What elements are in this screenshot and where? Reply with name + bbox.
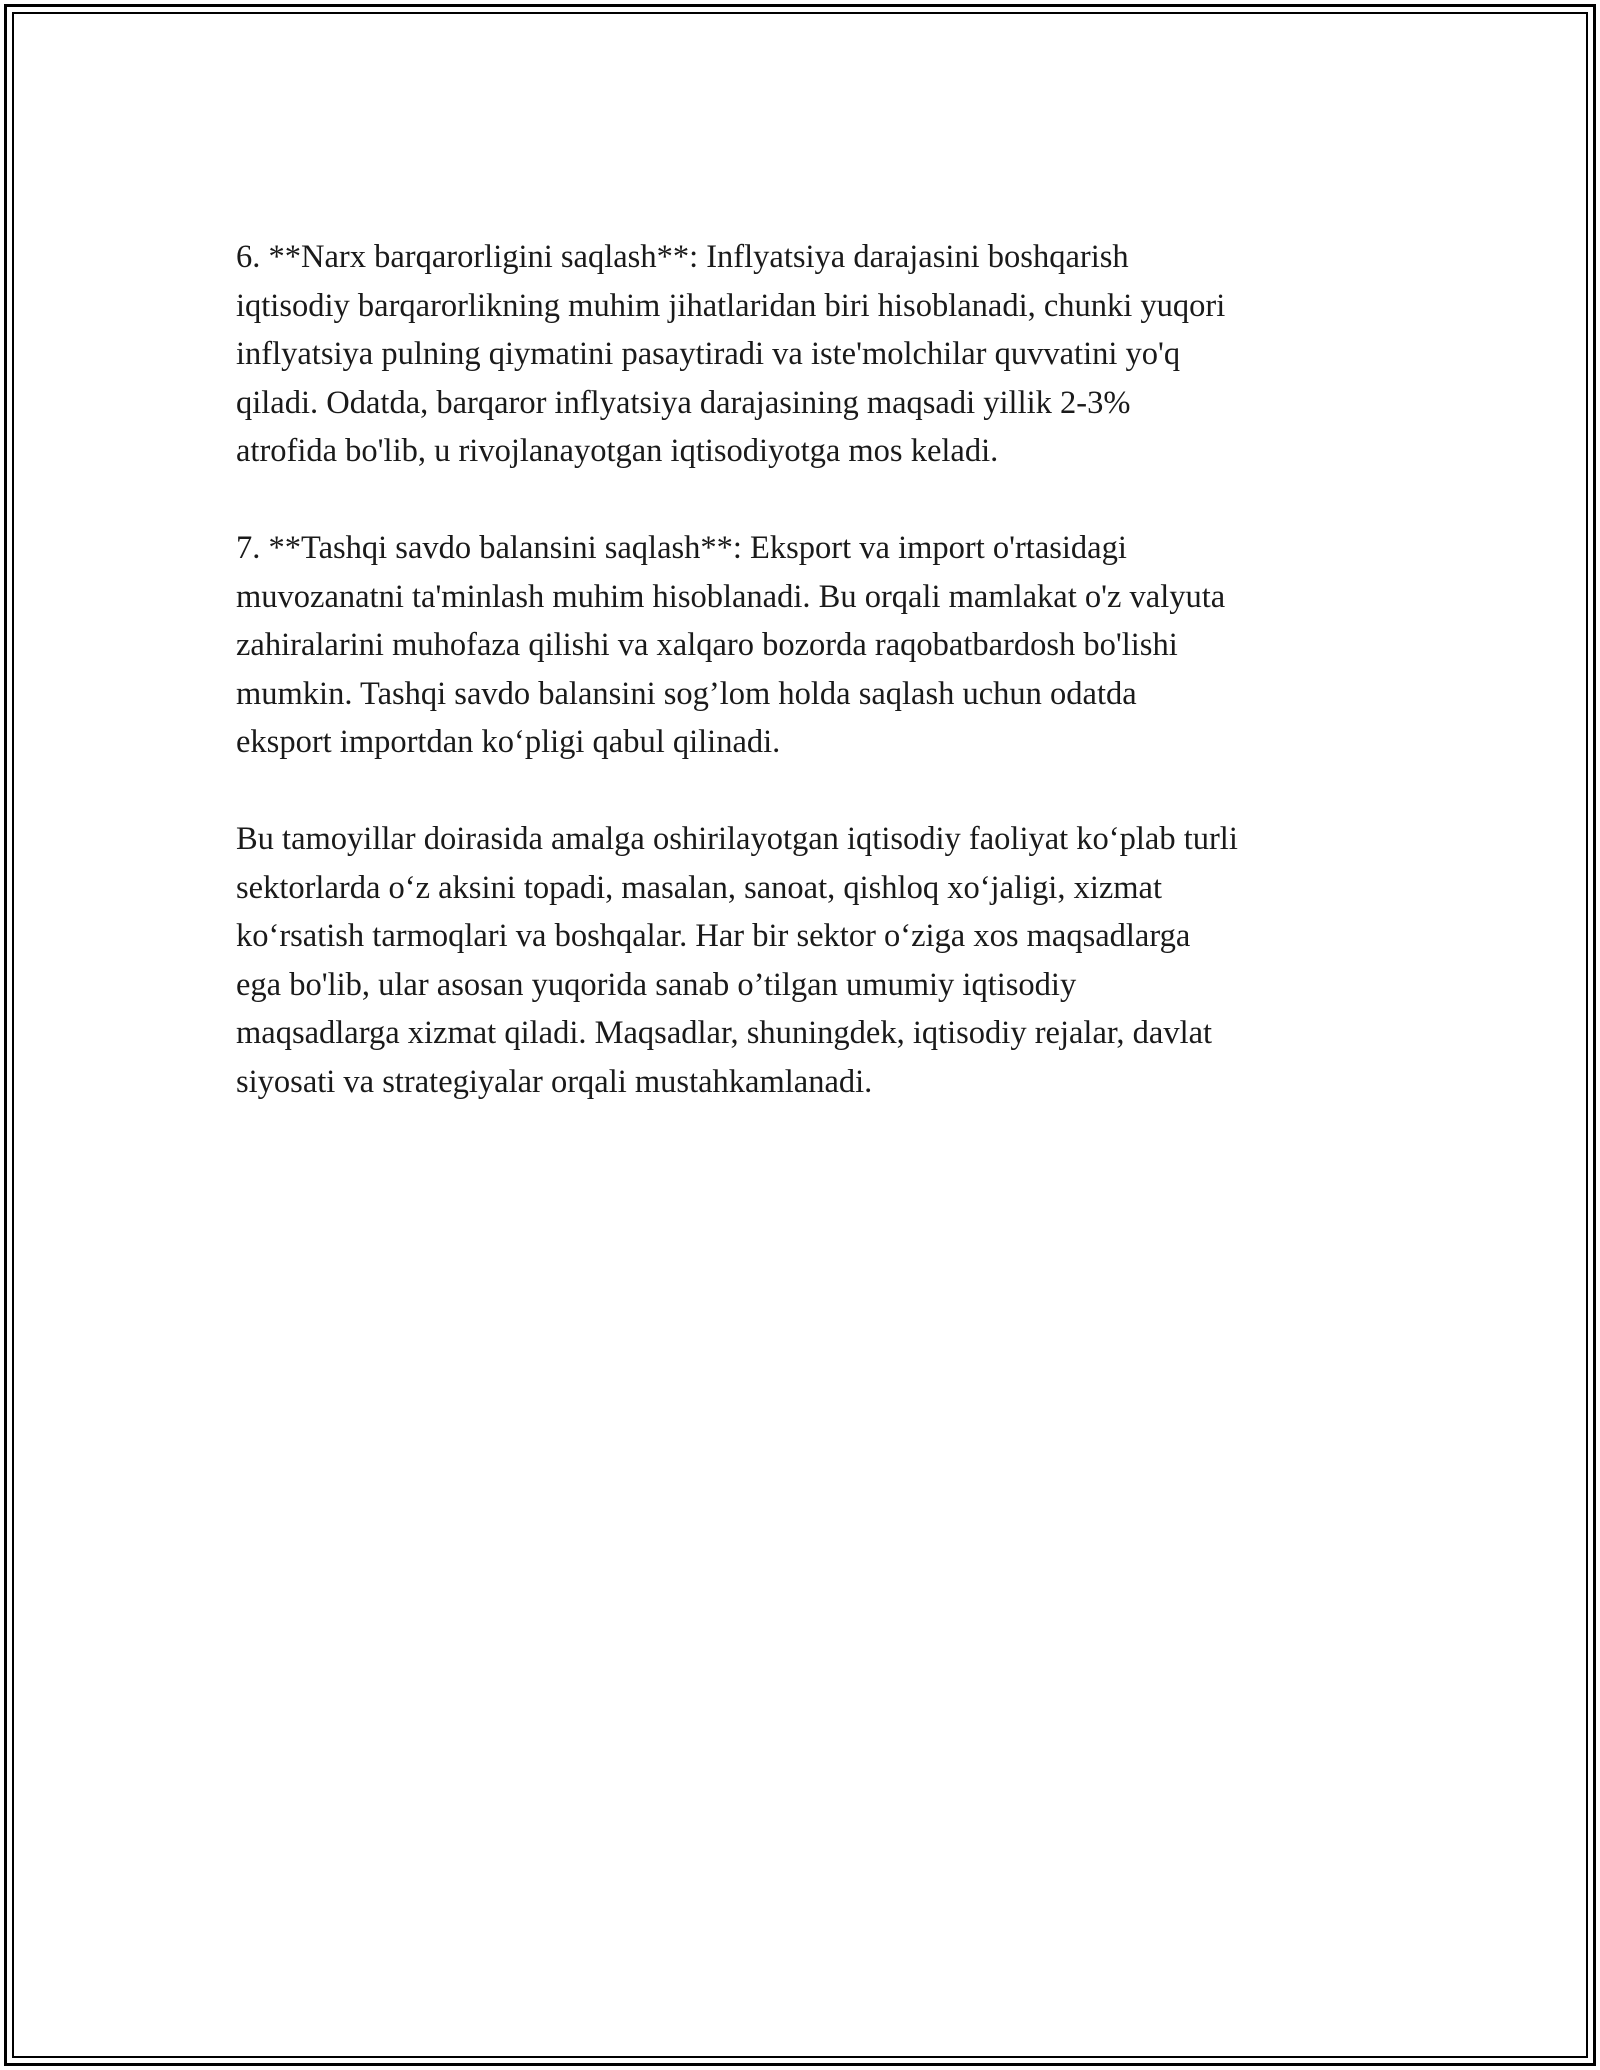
text-line: atrofida bo'lib, u rivojlanayotgan iqtisodiyotga mos keladi.: [236, 433, 999, 469]
text-line: qiladi. Odatda, barqaror inflyatsiya darajasining maqsadi yillik 2-3%: [236, 384, 1131, 421]
paragraph-trade-balance: [236, 524, 1376, 767]
text-line: zahiralarini muhofaza qilishi va xalqaro bozorda raqobatbardosh bo'lishi: [236, 627, 1178, 663]
paragraph-price-stability: [236, 233, 1376, 476]
text-line: 6. **Narx barqarorligini saqlash**: Inflyatsiya darajasini boshqarish: [236, 239, 1129, 275]
text-line: 7. **Tashqi savdo balansini saqlash**: Eksport va import o'rtasidagi: [236, 530, 1127, 566]
text-line: eksport importdan ko‘pligi qabul qilinadi.: [236, 724, 781, 760]
text-line: siyosati va strategiyalar orqali mustahkamlanadi.: [236, 1063, 873, 1100]
text-line: ko‘rsatish tarmoqlari va boshqalar. Har bir sektor o‘ziga xos maqsadlarga: [236, 918, 1191, 954]
text-line: sektorlarda o‘z aksini topadi, masalan, sanoat, qishloq xo‘jaligi, xizmat: [236, 869, 1163, 906]
text-line: mumkin. Tashqi savdo balansini sog’lom holda saqlash uchun odatda: [236, 675, 1137, 712]
text-line: iqtisodiy barqarorlikning muhim jihatlaridan biri hisoblanadi, chunki yuqori: [236, 287, 1226, 324]
text-line: inflyatsiya pulning qiymatini pasaytiradi va iste'molchilar quvvatini yo'q: [236, 336, 1181, 372]
paragraph-sectors: [236, 815, 1376, 1106]
text-line: ega bo'lib, ular asosan yuqorida sanab o’tilgan umumiy iqtisodiy: [236, 966, 1077, 1003]
text-line: Bu tamoyillar doirasida amalga oshirilayotgan iqtisodiy faoliyat ko‘plab turli: [236, 821, 1238, 857]
text-line: muvozanatni ta'minlash muhim hisoblanadi. Bu orqali mamlakat o'z valyuta: [236, 578, 1226, 615]
text-line: maqsadlarga xizmat qiladi. Maqsadlar, shuningdek, iqtisodiy rejalar, davlat: [236, 1015, 1213, 1051]
document-body: [236, 233, 1376, 1155]
